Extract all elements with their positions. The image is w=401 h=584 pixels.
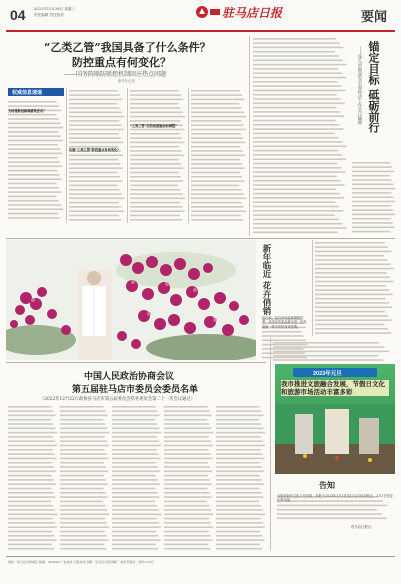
text-texture	[60, 404, 110, 550]
page-header	[0, 0, 401, 34]
column-divider	[127, 88, 128, 223]
lead-story	[8, 36, 245, 86]
text-texture	[130, 88, 186, 223]
photo-caption: 连日来，花卉市场迎来销售旺季，各类年宵花品种丰富、色彩艳丽，吸引市民前来选购。	[262, 316, 308, 360]
notice-title: 告知	[319, 480, 335, 490]
sidebar-heading	[8, 88, 64, 96]
sidebar-heading-text: 权威信息速递	[12, 90, 43, 96]
text-texture	[253, 36, 348, 236]
lead-byline: 新华社记者	[118, 79, 135, 83]
lead-body-column-4	[191, 88, 247, 223]
lead-subhead-1: 为何将新冠病毒感染更名？	[8, 109, 47, 113]
footer-text: 地址：驻马店市驿城区 邮编：463000 广告热线 订报热线 印刷：驻马店日报印刷厂 本报零售价：每份1.00元	[8, 560, 154, 564]
right-lower-body	[273, 340, 395, 364]
text-texture	[112, 404, 162, 550]
section-divider	[6, 362, 266, 363]
cppcc-deck: （2022年12月22日政协驻马店市第五届委员会常务委员会第二十一次会议通过）	[40, 397, 196, 402]
editor-line: 责任编辑 责任校对	[34, 13, 64, 17]
cppcc-title-1: 中国人民政治协商会议	[84, 372, 175, 382]
column-divider	[66, 88, 67, 223]
text-texture	[277, 494, 393, 520]
right-story-title: 锚定目标 砥砺前行	[367, 41, 380, 133]
column-divider	[312, 240, 313, 336]
right-story-deck: ——深入贯彻落实市委经济工作会议精神	[357, 46, 362, 126]
text-texture	[352, 160, 396, 236]
cppcc-title-2: 第五届驻马店市委员会委员名单	[72, 385, 199, 395]
notice-box	[275, 478, 395, 548]
text-texture	[191, 88, 247, 223]
cppcc-list-column-3	[112, 404, 162, 550]
text-texture	[8, 404, 58, 550]
text-texture	[8, 99, 64, 219]
date-line: 2022年12月28日 星期三	[34, 7, 75, 11]
new-year-feature	[275, 364, 395, 474]
notice-body: 为做好新年文化工作安排，本报于2023年1月1日至1月2日休刊两天，1月3日恢复正常出版。	[277, 494, 393, 520]
lead-title: “乙类乙管”我国具备了什么条件？	[44, 41, 211, 54]
feature-caption: 我市推进文旅融合发展，节假日文化和旅游市场活动丰富多彩	[281, 380, 389, 396]
right-story-title-box	[352, 36, 396, 156]
page-number: 04	[10, 7, 26, 23]
text-texture	[164, 404, 214, 550]
column-divider	[249, 36, 250, 236]
text-texture	[216, 404, 266, 550]
footer-rule	[6, 556, 395, 557]
lead-subhead-3: “乙类乙管”后防疫措施如何调整？	[130, 124, 179, 128]
feature-heading: 2023年元旦	[313, 371, 342, 377]
photo-headline: 新年临近 花卉俏销	[261, 244, 271, 315]
lead-body-column-3	[130, 88, 186, 223]
right-story-body-1	[253, 36, 348, 236]
lead-subtitle: 防控重点有何变化？	[72, 56, 171, 69]
section-title: 要闻	[361, 9, 388, 24]
orchid-photo	[6, 240, 256, 360]
cppcc-list-column-1	[8, 404, 58, 550]
cppcc-list-column-5	[216, 404, 266, 550]
lead-deck: ——国务院联防联控机制回应热点问题	[64, 71, 167, 78]
text-texture	[273, 340, 395, 364]
feature-badge	[293, 368, 377, 377]
right-middle-body	[315, 240, 395, 336]
cppcc-list-column-2	[60, 404, 110, 550]
notice-signature: 驻马店日报社	[351, 525, 372, 529]
lead-body-column-1	[8, 99, 64, 219]
column-divider	[270, 338, 271, 550]
cppcc-list-column-4	[164, 404, 214, 550]
text-texture	[315, 240, 395, 336]
section-divider	[6, 238, 395, 239]
paper-name: 驻马店日报	[222, 6, 283, 20]
column-divider	[188, 88, 189, 223]
text-texture	[69, 88, 125, 223]
header-rule	[6, 30, 395, 32]
paper-logo	[195, 4, 221, 18]
lead-subhead-2: 实施“乙类乙管”防控重点有何变化？	[69, 148, 121, 152]
lead-body-column-2	[69, 88, 125, 223]
right-story-body-2	[352, 160, 396, 236]
